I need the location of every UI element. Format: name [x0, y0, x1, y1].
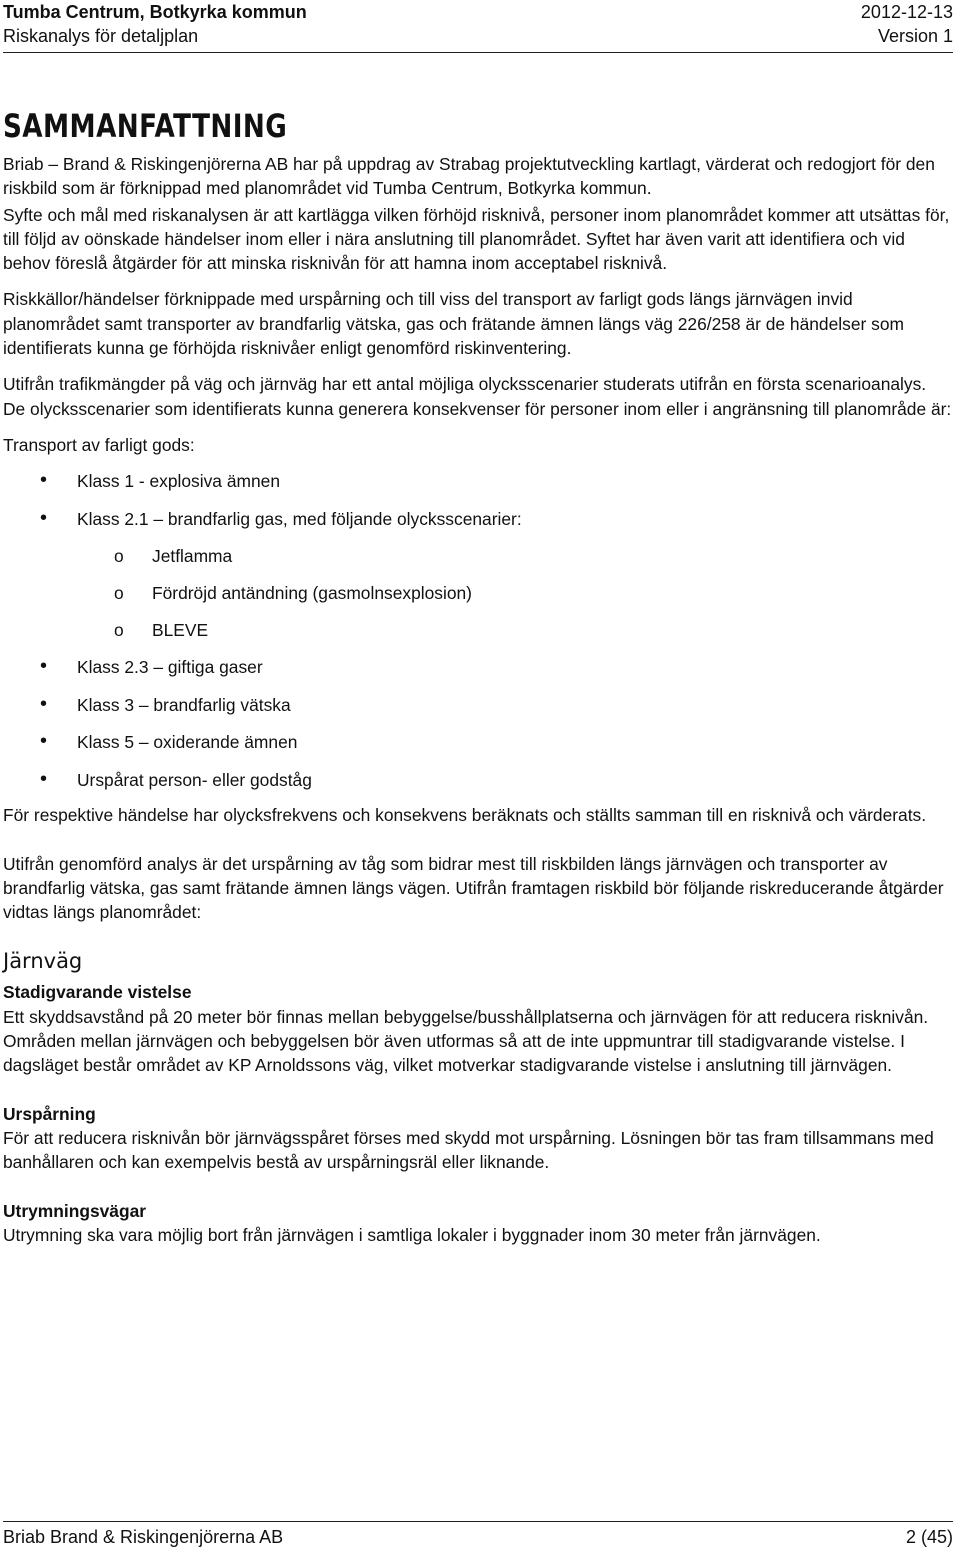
page-footer: [3, 1521, 953, 1549]
sub-list-text: Fördröjd antändning (gasmolnsexplosion): [152, 583, 472, 604]
subsection-title: Stadigvarande vistelse: [3, 982, 192, 1003]
list-item: [3, 687, 953, 725]
sub-list-marker: o: [114, 620, 124, 641]
list-item-text: Klass 2.1 – brandfarlig gas, med följande olycksscenarier:: [77, 508, 522, 529]
paragraph: Transport av farligt gods:: [3, 434, 195, 455]
list-item-text: Klass 2.3 – giftiga gaser: [77, 657, 263, 678]
list-item: [3, 501, 953, 539]
list-item-text: Klass 1 - explosiva ämnen: [77, 471, 280, 492]
header-doc-title: Riskanalys för detaljplan: [3, 26, 199, 46]
header-version: Version 1: [877, 26, 953, 46]
paragraph: Ett skyddsavstånd på 20 meter bör finnas mellan bebyggelse/busshållplatserna och järnvägen för att reducera risknivån. Områden mellan järnvägen och bebyggelsen bör även utformas så att de inte uppmuntrar till stadigvarande vistelse. I dagsläget består området av KP Arnoldssons väg, vilket motverkar stadigvarande vistelse i anslutning till järnvägen.: [3, 1006, 929, 1076]
sub-list-item: [3, 612, 953, 649]
list-item: [3, 649, 953, 687]
sub-list-text: Jetflamma: [152, 546, 233, 567]
paragraph: Syfte och mål med riskanalysen är att kartlägga vilken förhöjd risknivå, personer inom planområdet kommer att utsättas för, till följd av oönskade händelser inom eller i nära anslutning till planområdet. Syftet har även varit att identifiera och vid behov föreslå åtgärder för att minska risknivån för att hamna inom acceptabel risknivå.: [3, 204, 950, 274]
bullet-list: [3, 463, 953, 538]
header-row-1: [3, 0, 953, 24]
list-item: [3, 762, 953, 800]
subsection-title: Urspårning: [3, 1103, 96, 1124]
list-item-text: Urspårat person- eller godståg: [77, 769, 312, 790]
page-number: 2 (45): [905, 1527, 953, 1547]
page-content: [3, 104, 953, 1247]
paragraph: För att reducera risknivån bör järnvägsspåret förses med skydd mot urspårning. Lösningen bör tas fram tillsammans med banhållaren och kan exempelvis bestå av urspårningsräl eller liknande.: [3, 1127, 934, 1173]
section-title: Järnväg: [3, 949, 83, 974]
paragraph: Briab – Brand & Riskingenjörerna AB har på uppdrag av Strabag projektutveckling kartlagt, värderat och redogjort för den riskbild som är förknippad med planområdet vid Tumba Centrum, Botkyrka kommun.: [3, 154, 935, 199]
subsection-title: Utrymningsvägar: [3, 1200, 147, 1221]
list-item: [3, 724, 953, 762]
header-date: 2012-12-13: [860, 2, 953, 22]
bullet-list: [3, 649, 953, 799]
header-org: Tumba Centrum, Botkyrka kommun: [3, 2, 307, 22]
sub-list-item: [3, 575, 953, 612]
paragraph: För respektive händelse har olycksfrekvens och konsekvens beräknats och ställts samman till en risknivå och värderats.: [3, 805, 927, 826]
sub-list-item: [3, 538, 953, 575]
page-title: SAMMANFATTNING: [3, 107, 288, 145]
paragraph: Utifrån trafikmängder på väg och järnväg har ett antal möjliga olycksscenarier studerats utifrån en första scenarioanalys. De olycksscenarier som identifierats kunna generera konsekvenser för personer inom eller i angränsning till planområde är:: [3, 374, 952, 419]
list-item-text: Klass 5 – oxiderande ämnen: [77, 732, 298, 753]
paragraph: Riskkällor/händelser förknippade med urspårning och till viss del transport av farligt gods längs järnvägen invid planområdet samt transporter av brandfarlig vätska, gas och frätande ämnen längs väg 226/258 är de händelser som identifierats kunna ge förhöjda risknivåer enligt genomförd riskinventering.: [3, 289, 904, 359]
sub-list-marker: o: [114, 546, 124, 567]
sub-list-text: BLEVE: [152, 620, 209, 641]
paragraph: Utrymning ska vara möjlig bort från järnvägen i samtliga lokaler i byggnader inom 30 meter från järnvägen.: [3, 1224, 821, 1245]
sub-list: [3, 538, 953, 649]
paragraph: Utifrån genomförd analys är det urspårning av tåg som bidrar mest till riskbilden längs järnvägen och transporter av brandfarlig vätska, gas samt frätande ämnen längs vägen. Utifrån framtagen riskbild bör följande riskreducerande åtgärder vidtas längs planområdet:: [3, 853, 944, 923]
footer-company: Briab Brand & Riskingenjörerna AB: [3, 1527, 284, 1547]
list-item: [3, 463, 953, 501]
page-header: [3, 0, 953, 53]
sub-list-marker: o: [114, 583, 124, 604]
list-item-text: Klass 3 – brandfarlig vätska: [77, 694, 291, 715]
header-row-2: [3, 24, 953, 48]
